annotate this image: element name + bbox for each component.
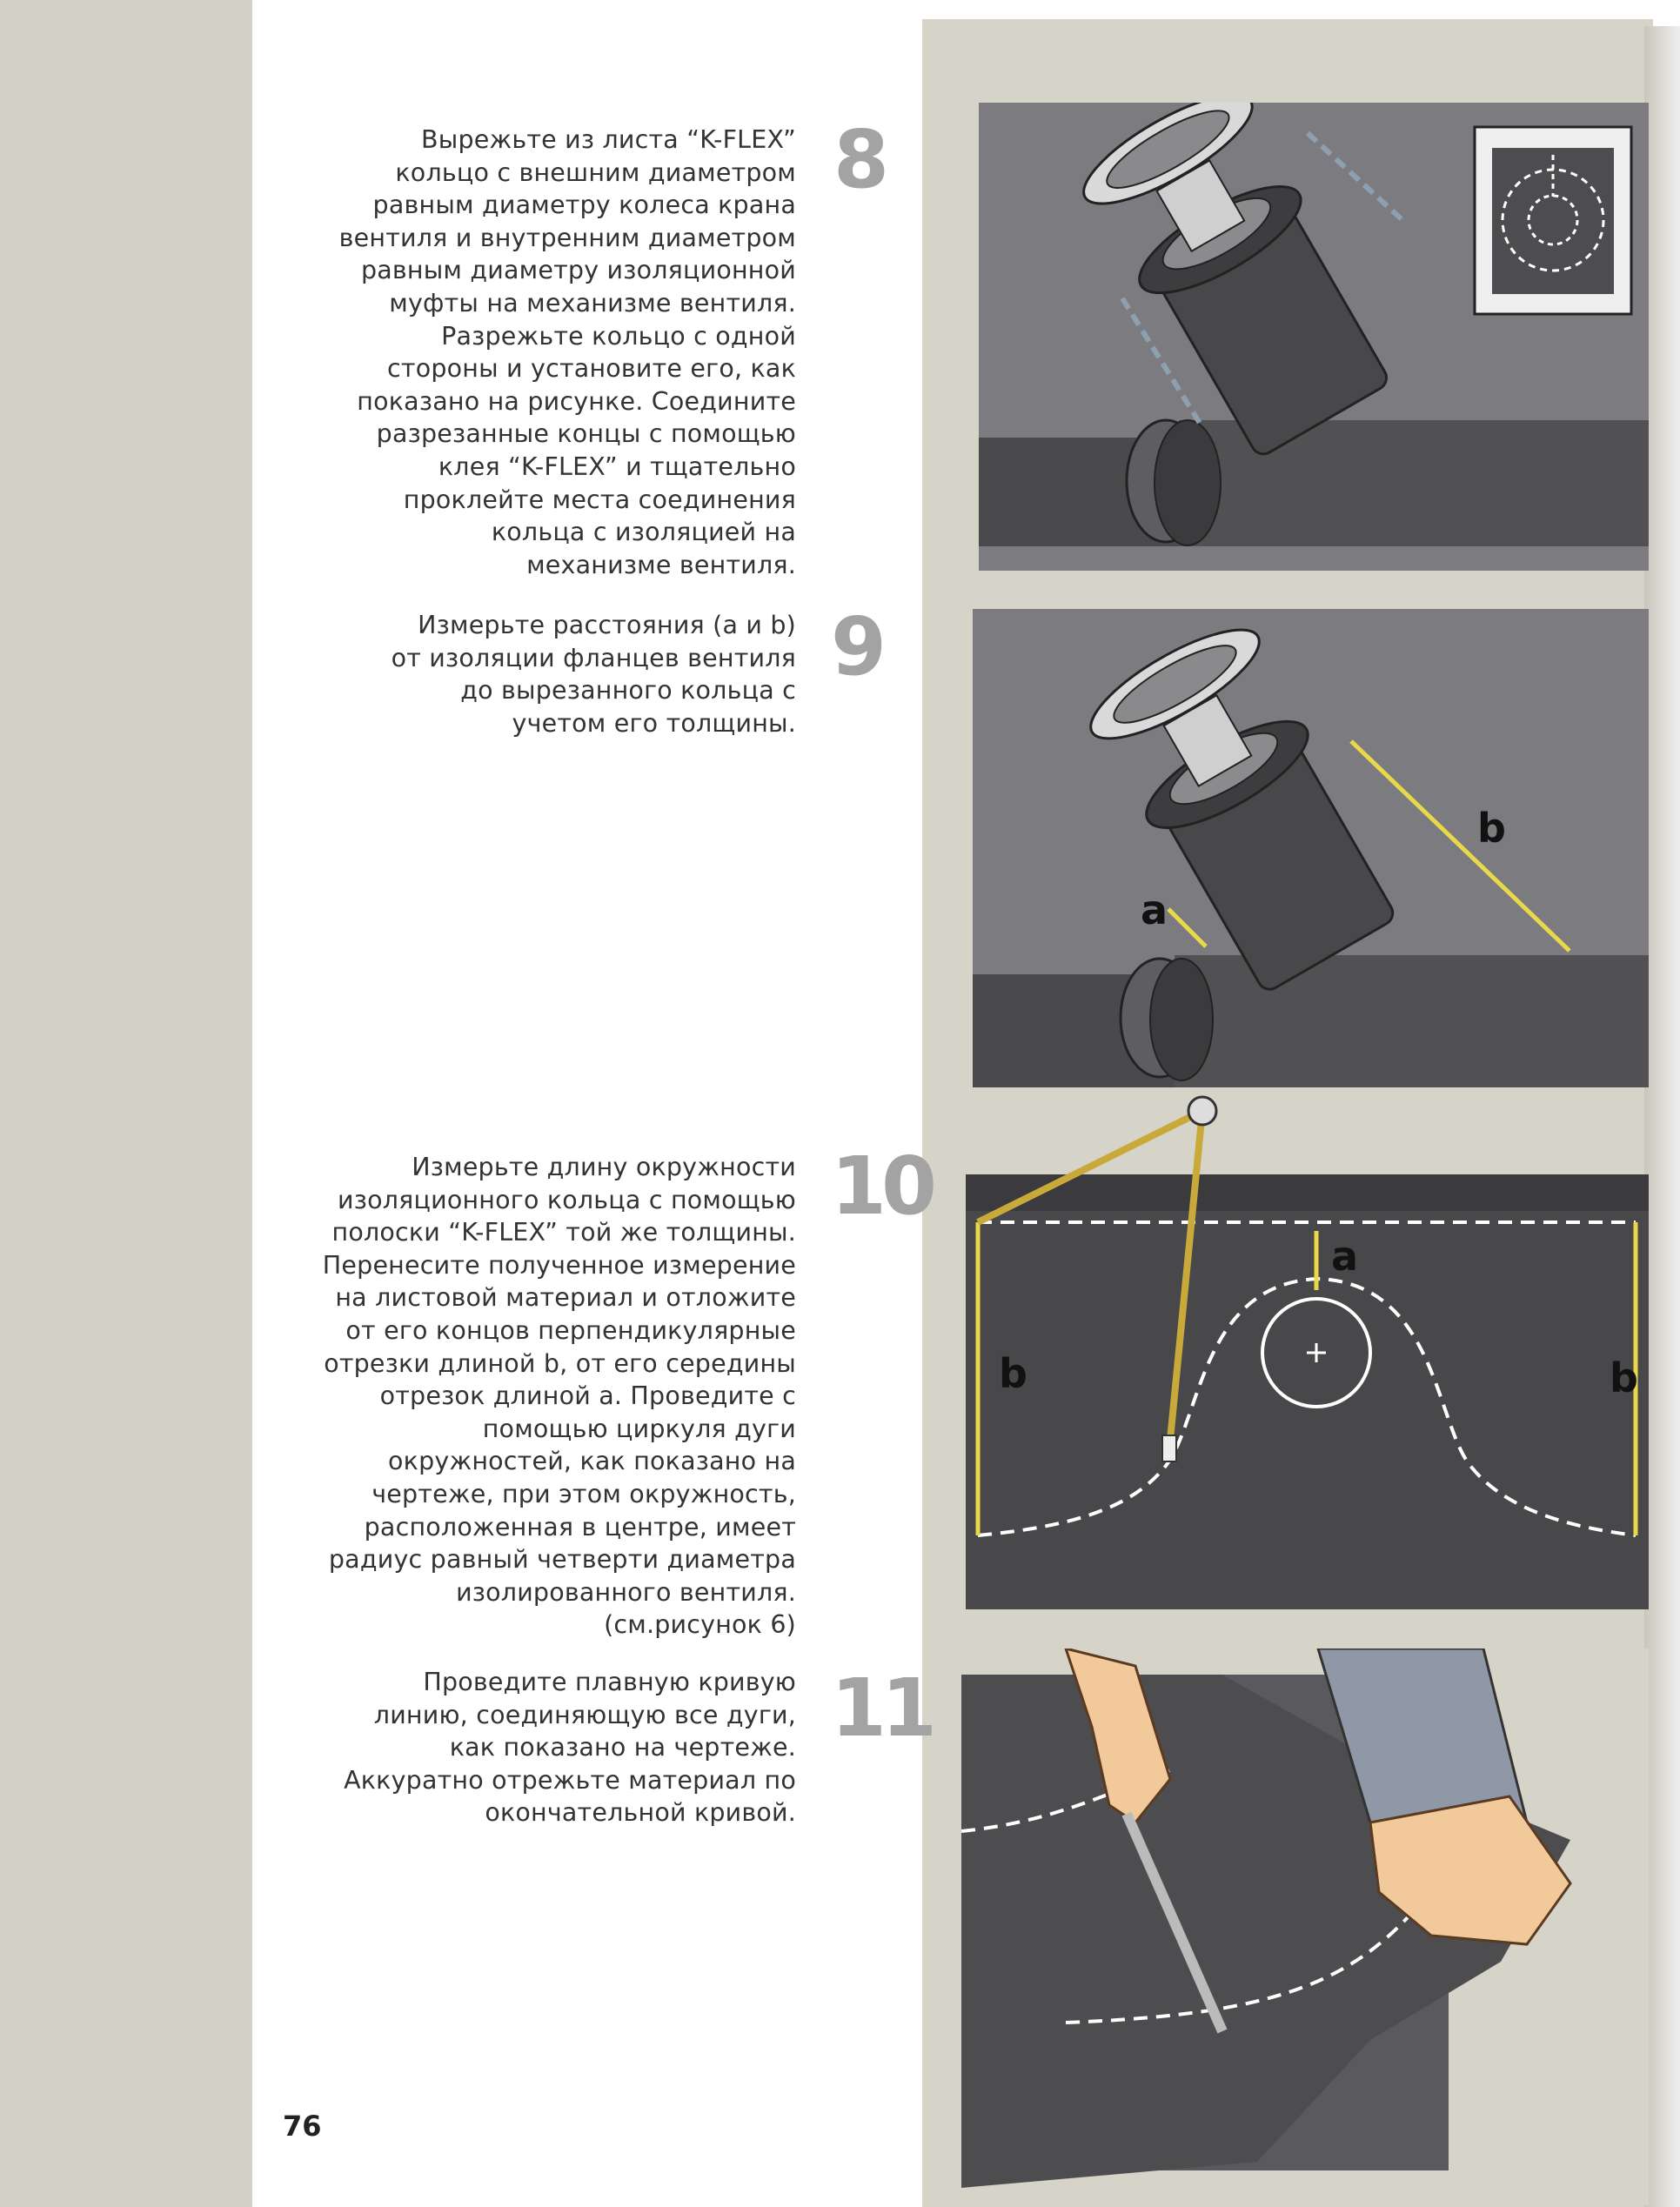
label-b: b (1477, 805, 1506, 852)
label-a: a (1331, 1233, 1359, 1280)
step-9-text: Измерьте расстояния (a и b) от изоляции фланцев вентиля до вырезанного кольца с учетом его толщины. (391, 611, 796, 738)
step-11-text: Проведите плавную кривую линию, соединяющую все дуги, как показано на чертеже. Аккуратно отрежьте материал по окончательной кривой. (344, 1668, 796, 1828)
step-10-text: Измерьте длину окружности изоляционного кольца с помощью полоски “K-FLEX” той же толщины. Перенесите полученное измерение на листовой материал и отложите от его концов перпендикулярные отрезки длиной b, от его середины отрезок длиной a. Проведите с помощью циркуля дуги окружностей, как показано на чертеже, при этом окружность, расположенная в центре, имеет радиус равный четверти диаметра изолированного вентиля. (см.рисунок 6) (322, 1153, 796, 1640)
page-edge-shadow (1644, 26, 1680, 2207)
step-8-number: 8 (833, 113, 885, 206)
step-8-illustration (979, 103, 1649, 571)
step-9-illustration (973, 609, 1649, 1087)
left-margin-strip (0, 0, 252, 2207)
step-10-illustration (966, 1092, 1649, 1614)
page-number: 76 (283, 2110, 322, 2143)
step-11-number: 11 (831, 1662, 933, 1755)
step-9-number: 9 (831, 600, 882, 693)
step-8-text: Вырежьте из листа “K-FLEX” кольцо с внешним диаметром равным диаметру колеса крана вентиля и внутренним диаметром равным диаметру изоляционной муфты на механизме вентиля. Разрежьте кольцо с одной стороны и установите его, как показано на рисунке. Соедините разрезанные концы с помощью клея “K-FLEX” и тщательно проклейте места соединения кольца с изоляцией на механизме вентиля. (338, 125, 796, 579)
label-a: a (1141, 886, 1168, 933)
step-10-number: 10 (831, 1140, 933, 1233)
label-b-left: b (999, 1350, 1027, 1397)
step-11-illustration (961, 1649, 1649, 2205)
label-b-right: b (1610, 1354, 1638, 1401)
